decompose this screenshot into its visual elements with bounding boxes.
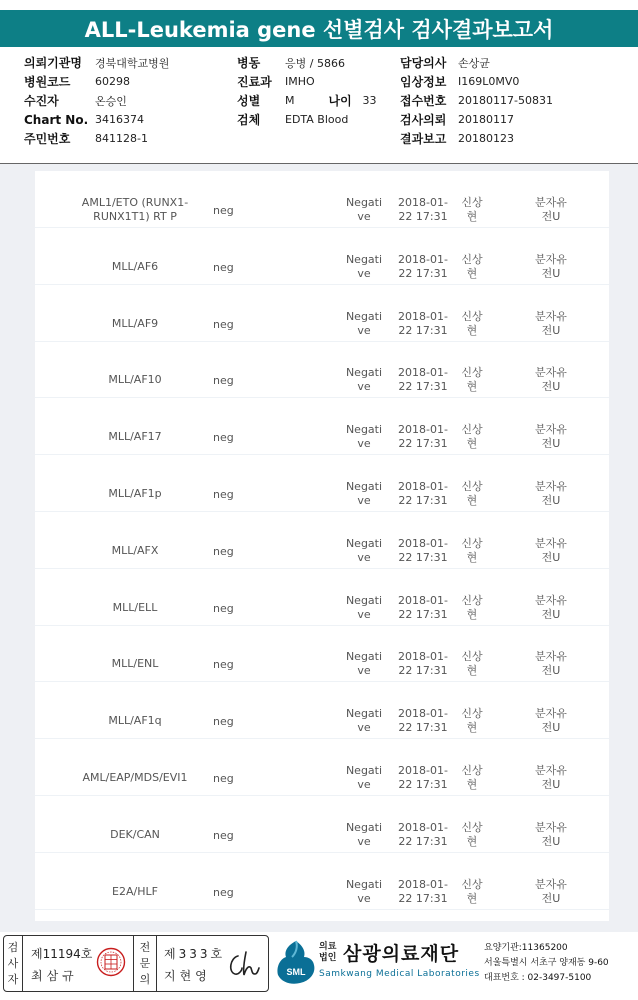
info-row <box>237 53 377 72</box>
result-row[interactable] <box>35 455 609 512</box>
department: 분자유전U <box>535 593 567 621</box>
org-name-en: Samkwang Medical Laboratories <box>319 969 480 979</box>
info-label: 담당의사 <box>400 56 447 70</box>
tester-label: 검사자 <box>7 941 19 986</box>
test-name: MLL/AF6 <box>111 259 159 273</box>
department: 분자유전U <box>535 707 567 735</box>
results-list[interactable] <box>35 171 609 921</box>
organization-logo-area <box>272 935 638 995</box>
report-time: 2018-01-22 17:31 <box>398 480 448 507</box>
info-col-1 <box>24 53 169 148</box>
info-label: 병동 <box>237 56 261 70</box>
staff-name: 신상현 <box>461 423 483 451</box>
info-row <box>400 53 553 72</box>
info-label: 성별 <box>237 94 261 108</box>
report-time: 2018-01-22 17:31 <box>398 423 448 451</box>
report-time: 2018-01-22 17:31 <box>398 309 448 337</box>
test-name: AML/EAP/MDS/EVI1 <box>82 771 188 784</box>
department: 분자유전U <box>535 650 567 678</box>
judgement: Negative <box>345 877 383 905</box>
result-row[interactable] <box>35 341 609 398</box>
department: 분자유전U <box>535 423 567 451</box>
result-value: neg <box>213 885 234 899</box>
judgement: Negative <box>345 423 383 451</box>
tester-number: 제11194호 <box>31 947 93 961</box>
department: 분자유전U <box>535 820 567 848</box>
info-value: 60298 <box>95 75 130 88</box>
result-row[interactable] <box>35 512 609 569</box>
result-row[interactable] <box>35 625 609 682</box>
info-value: EDTA Blood <box>285 113 349 126</box>
info-label: 검체 <box>237 113 261 127</box>
staff-name: 신상현 <box>461 366 483 394</box>
department: 분자유전U <box>535 877 567 905</box>
logo-text: SML <box>286 967 306 977</box>
report-time: 2018-01-22 17:31 <box>398 593 448 621</box>
info-value: I169L0MV0 <box>458 75 520 88</box>
report-time: 2018-01-22 17:31 <box>398 877 448 905</box>
test-name: MLL/AFX <box>111 543 159 557</box>
info-value: 3416374 <box>95 113 144 126</box>
reviewer-name: 지현영 <box>164 969 211 983</box>
staff-name: 신상현 <box>461 650 483 678</box>
divider <box>156 936 157 991</box>
judgement: Negative <box>345 480 383 507</box>
test-name: DEK/CAN <box>110 827 160 841</box>
reviewer-number: 제333호 <box>164 947 226 961</box>
info-label: 의뢰기관명 <box>24 56 82 70</box>
info-row <box>400 129 553 148</box>
report-time: 2018-01-22 17:31 <box>398 650 448 678</box>
result-value: neg <box>213 488 234 501</box>
report-footer <box>0 932 638 1000</box>
department: 분자유전U <box>535 366 567 394</box>
info-col-2 <box>237 53 377 129</box>
info-label: 주민번호 <box>24 132 71 146</box>
info-value: 20180117-50831 <box>458 94 553 107</box>
sml-logo-icon <box>272 937 320 987</box>
result-value: neg <box>213 204 234 217</box>
report-time: 2018-01-22 17:31 <box>398 366 448 394</box>
info-label: 결과보고 <box>400 132 447 146</box>
org-code: 요양기관:11365200 <box>484 943 568 953</box>
org-type: 의료법인 <box>319 942 337 963</box>
staff-name: 신상현 <box>461 707 483 735</box>
staff-name: 신상현 <box>461 480 483 507</box>
judgement: Negative <box>345 309 383 337</box>
result-row[interactable] <box>35 569 609 626</box>
info-row <box>400 72 553 91</box>
report-time: 2018-01-22 17:31 <box>398 764 448 791</box>
info-value: 경북대학교병원 <box>95 56 170 70</box>
org-name: 삼광의료재단 <box>343 943 460 965</box>
result-value: neg <box>213 658 234 672</box>
department: 분자유전U <box>535 536 567 564</box>
result-value: neg <box>213 317 234 331</box>
test-name: MLL/AF17 <box>108 430 162 444</box>
report-time: 2018-01-22 17:31 <box>398 820 448 848</box>
info-value: 841128-1 <box>95 132 148 145</box>
result-value: neg <box>213 601 234 615</box>
judgement: Negative <box>345 707 383 735</box>
result-row[interactable] <box>35 682 609 739</box>
info-row <box>24 91 169 110</box>
info-value: 20180117 <box>458 113 514 126</box>
staff-name: 신상현 <box>461 536 483 564</box>
divider <box>133 936 134 991</box>
info-label: 진료과 <box>237 75 272 89</box>
info-row <box>400 91 553 110</box>
result-row[interactable] <box>35 171 609 228</box>
report-title-bar <box>0 10 638 47</box>
staff-name: 신상현 <box>461 309 483 337</box>
judgement: Negative <box>345 764 383 791</box>
signature-box <box>3 935 269 992</box>
judgement: Negative <box>345 252 383 280</box>
judgement: Negative <box>345 593 383 621</box>
info-row <box>237 91 377 110</box>
info-label: 병원코드 <box>24 75 71 89</box>
test-name: MLL/AF9 <box>111 316 159 330</box>
result-row[interactable] <box>35 285 609 342</box>
org-address: 서울특별시 서초구 양재동 9-60 <box>484 958 609 968</box>
info-label: 수진자 <box>24 94 59 108</box>
tester-name: 최삼규 <box>31 969 78 983</box>
result-value: neg <box>213 715 234 729</box>
result-value: neg <box>213 828 234 842</box>
result-value: neg <box>213 260 234 274</box>
test-name: MLL/ENL <box>111 657 159 671</box>
divider <box>22 936 23 991</box>
info-value: 온승인 <box>95 94 127 108</box>
report-time: 2018-01-22 17:31 <box>398 536 448 564</box>
judgement: Negative <box>345 536 383 564</box>
staff-name: 신상현 <box>461 820 483 848</box>
info-value: 20180123 <box>458 132 514 145</box>
result-row[interactable] <box>35 228 609 285</box>
info-label: Chart No. <box>24 112 89 127</box>
seal-stamp-icon <box>96 947 126 977</box>
result-row[interactable] <box>35 853 609 910</box>
department: 분자유전U <box>535 309 567 337</box>
info-value: 응병 / 5866 <box>285 56 345 70</box>
judgement: Negative <box>345 196 383 223</box>
test-name: MLL/AF10 <box>108 373 162 387</box>
result-value: neg <box>213 544 234 558</box>
staff-name: 신상현 <box>461 764 483 791</box>
org-contact <box>484 941 609 986</box>
department: 분자유전U <box>535 764 567 791</box>
result-value: neg <box>213 374 234 388</box>
info-row <box>24 53 169 72</box>
info-row <box>24 72 169 91</box>
result-row[interactable] <box>35 796 609 853</box>
age-value: 33 <box>362 94 377 107</box>
info-label: 임상정보 <box>400 75 447 89</box>
info-row <box>24 129 169 148</box>
info-row <box>237 110 377 129</box>
test-name: AML1/ETO (RUNX1-RUNX1T1) RT P <box>81 196 189 223</box>
test-name: MLL/ELL <box>112 600 158 614</box>
staff-name: 신상현 <box>461 196 483 223</box>
result-row[interactable] <box>35 398 609 455</box>
result-row[interactable] <box>35 739 609 796</box>
info-label: 검사의뢰 <box>400 113 447 127</box>
handwritten-signature-icon <box>222 944 262 984</box>
info-col-3 <box>400 53 553 148</box>
report-time: 2018-01-22 17:31 <box>398 707 448 735</box>
report-time: 2018-01-22 17:31 <box>398 196 448 223</box>
info-row <box>24 110 169 129</box>
info-value: M <box>285 94 295 107</box>
staff-name: 신상현 <box>461 877 483 905</box>
info-value: IMHO <box>285 75 315 88</box>
info-row <box>400 110 553 129</box>
report-title: ALL-Leukemia gene 선별검사 검사결과보고서 <box>84 17 554 42</box>
result-value: neg <box>213 772 234 785</box>
info-label: 접수번호 <box>400 94 447 108</box>
staff-name: 신상현 <box>461 593 483 621</box>
result-value: neg <box>213 431 234 445</box>
department: 분자유전U <box>535 196 567 223</box>
age-label: 나이 <box>328 94 352 108</box>
info-row <box>237 72 377 91</box>
org-phone: 대표번호 : 02-3497-5100 <box>484 973 592 983</box>
department: 분자유전U <box>535 252 567 280</box>
reviewer-label: 전문의 <box>139 941 151 986</box>
staff-name: 신상현 <box>461 252 483 280</box>
test-name: E2A/HLF <box>112 884 158 898</box>
test-name: MLL/AF1q <box>108 714 162 728</box>
judgement: Negative <box>345 820 383 848</box>
report-time: 2018-01-22 17:31 <box>398 252 448 280</box>
test-name: MLL/AF1p <box>108 487 162 500</box>
department: 분자유전U <box>535 480 567 507</box>
judgement: Negative <box>345 366 383 394</box>
info-value: 손상균 <box>458 56 490 70</box>
judgement: Negative <box>345 650 383 678</box>
patient-info <box>0 53 638 163</box>
